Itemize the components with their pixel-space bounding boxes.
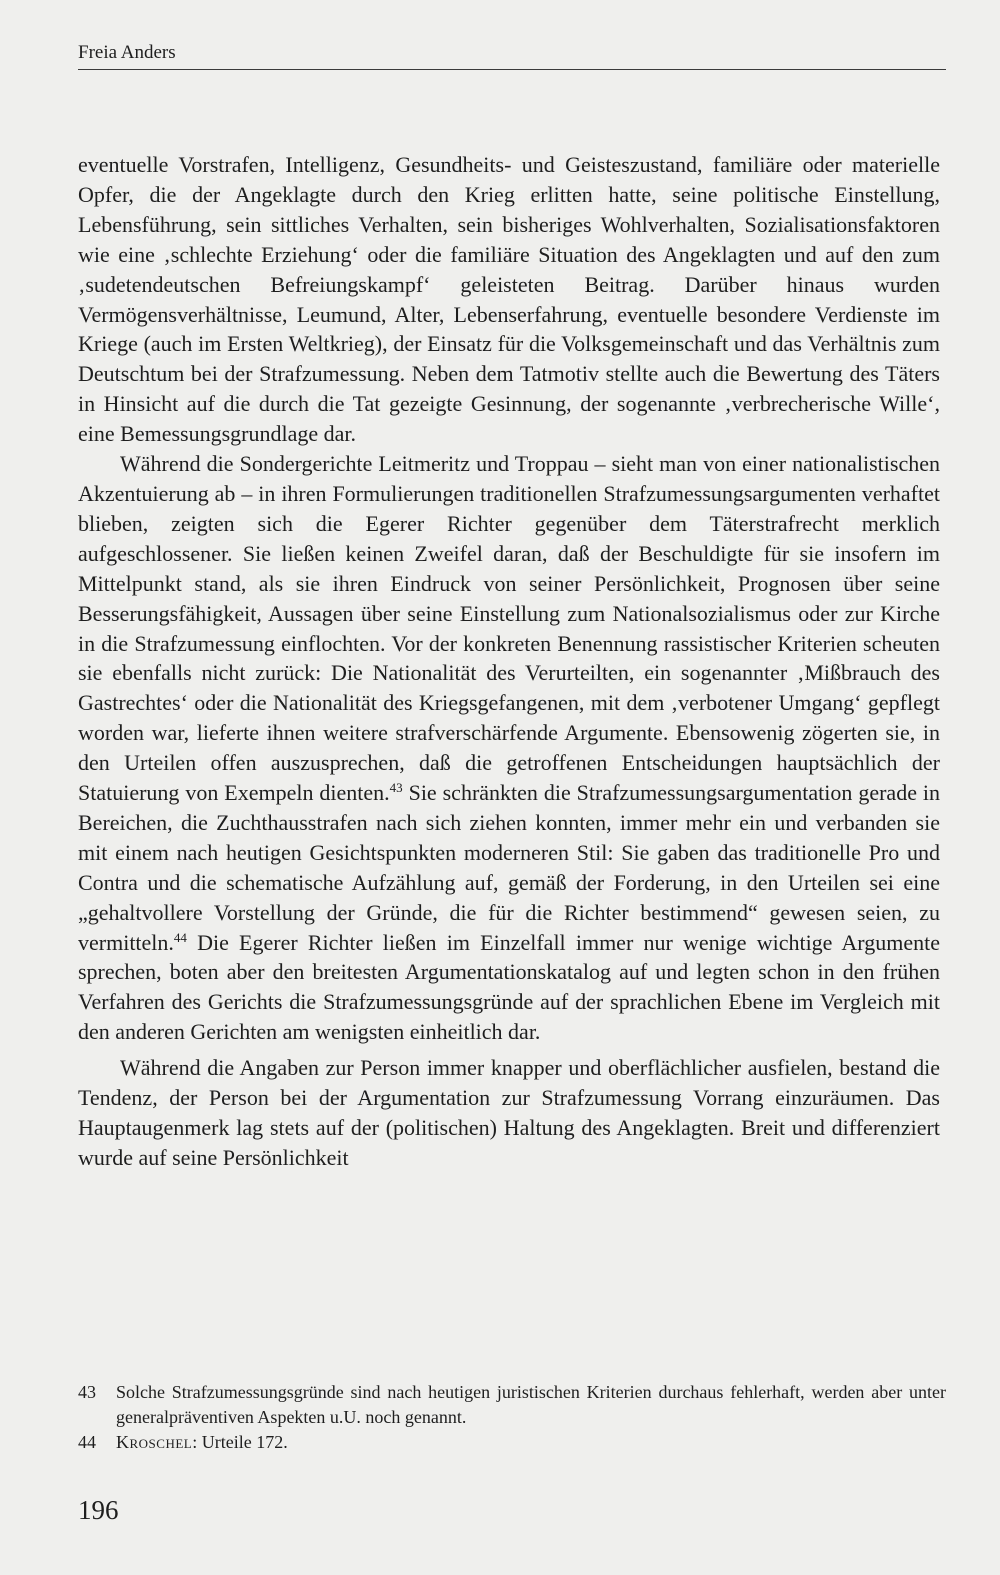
footnote-44	[78, 1430, 946, 1455]
paragraph-2	[78, 449, 940, 1047]
body-text	[78, 150, 940, 1173]
page-number: 196	[78, 1495, 119, 1525]
paragraph-2-part-a: Während die Sondergerichte Leitmeritz und Troppau – sieht man von einer nationalistischen Akzentuierung ab – in ihren Formulierungen traditionellen Strafzumessungsargumenten verhaftet blieben, zeigten sich die Egerer Richter gegenüber dem Täterstrafrecht merklich aufgeschlossener. Sie ließen keinen Zweifel daran, daß der Beschuldigte für sie insofern im Mittelpunkt stand, als sie ihren Eindruck von seiner Persönlichkeit, Prognosen über seine Besserungsfähigkeit, Aussagen über seine Einstellung zum Nationalsozialismus oder zur Kirche in die Strafzumessung einflochten. Vor der konkreten Benennung rassistischer Kriterien scheuten sie ebenfalls nicht zurück: Die Nationalität des Verurteilten, ein sogenannter ‚Mißbrauch des Gastrechtes‘ oder die Nationalität des Kriegsgefangenen, mit dem ‚verbotener Umgang‘ gepflegt worden war, lieferte ihnen weitere strafverschärfende Argumente. Ebensowenig zögerten sie, in den Urteilen offen auszusprechen, daß die getroffenen Entscheidungen hauptsächlich der Statuierung von Exempeln dienten.	[78, 451, 940, 806]
footnote-text: Solche Strafzumessungsgründe sind nach heutigen juristischen Kriterien durchaus fehlerhaft, werden aber unter generalpräventiven Aspekten u.U. noch genannt.	[116, 1382, 946, 1427]
paragraph-3: Während die Angaben zur Person immer knapper und oberflächlicher ausfielen, bestand die Tendenz, der Person bei der Argumentation zur Strafzumessung Vorrang einzuräumen. Das Hauptaugenmerk lag stets auf der (politischen) Haltung des Angeklagten. Breit und differenziert wurde auf seine Persönlichkeit	[78, 1055, 940, 1170]
footnote-citation: : Urteile 172.	[192, 1432, 288, 1452]
footnote-ref-43[interactable]: 43	[389, 780, 403, 796]
footnotes	[78, 1380, 946, 1455]
footnote-number: 43	[78, 1382, 96, 1402]
paragraph-2-part-b: Sie schränkten die Strafzumessungsargumentation gerade in Bereichen, die Zuchthausstrafen nach sich ziehen konnten, immer mehr ein und verbanden sie mit einem nach heutigen Gesichtspunkten moderneren Stil: Sie gaben das traditionelle Pro und Contra und die schematische Aufzählung auf, gemäß der Forderung, in den Urteilen sei eine „gehaltvollere Vorstellung der Gründe, die für die Richter bestimmend“ gewesen seien, zu vermitteln.	[78, 780, 940, 955]
running-header	[78, 42, 946, 70]
header-author: Freia Anders	[78, 42, 176, 63]
footnote-text	[116, 1430, 946, 1455]
footnote-ref-44[interactable]: 44	[173, 929, 187, 945]
footnote-number: 44	[78, 1432, 96, 1452]
footnote-43	[78, 1380, 946, 1430]
paragraph-2-part-c: Die Egerer Richter ließen im Einzelfall immer nur wenige wichtige Argumente sprechen, boten aber den breitesten Argumentationskatalog auf und legten schon in den frühen Verfahren des Gerichts die Strafzumessungsgründe auf der sprachlichen Ebene im Vergleich mit den anderen Gerichten am wenigsten einheitlich dar.	[78, 929, 940, 1045]
footnote-author: Kroschel	[116, 1432, 193, 1452]
paragraph-1: eventuelle Vorstrafen, Intelligenz, Gesundheits- und Geisteszustand, familiäre oder materielle Opfer, die der Angeklagte durch den Krieg erlitten hatte, seine politische Einstellung, Lebensführung, sein sittliches Verhalten, sein bisheriges Wohlverhalten, Sozialisationsfaktoren wie eine ‚schlechte Erziehung‘ oder die familiäre Situation des Angeklagten und auf den zum ‚sudetendeutschen Befreiungskampf‘ geleisteten Beitrag. Darüber hinaus wurden Vermögensverhältnisse, Leumund, Alter, Lebenserfahrung, eventuelle besondere Verdienste im Kriege (auch im Ersten Weltkrieg), der Einsatz für die Volksgemeinschaft und das Verhältnis zum Deutschtum bei der Strafzumessung. Neben dem Tatmotiv stellte auch die Bewertung des Täters in Hinsicht auf die durch die Tat gezeigte Gesinnung, der sogenannte ‚verbrecherische Wille‘, eine Bemessungsgrundlage dar.	[78, 152, 940, 447]
